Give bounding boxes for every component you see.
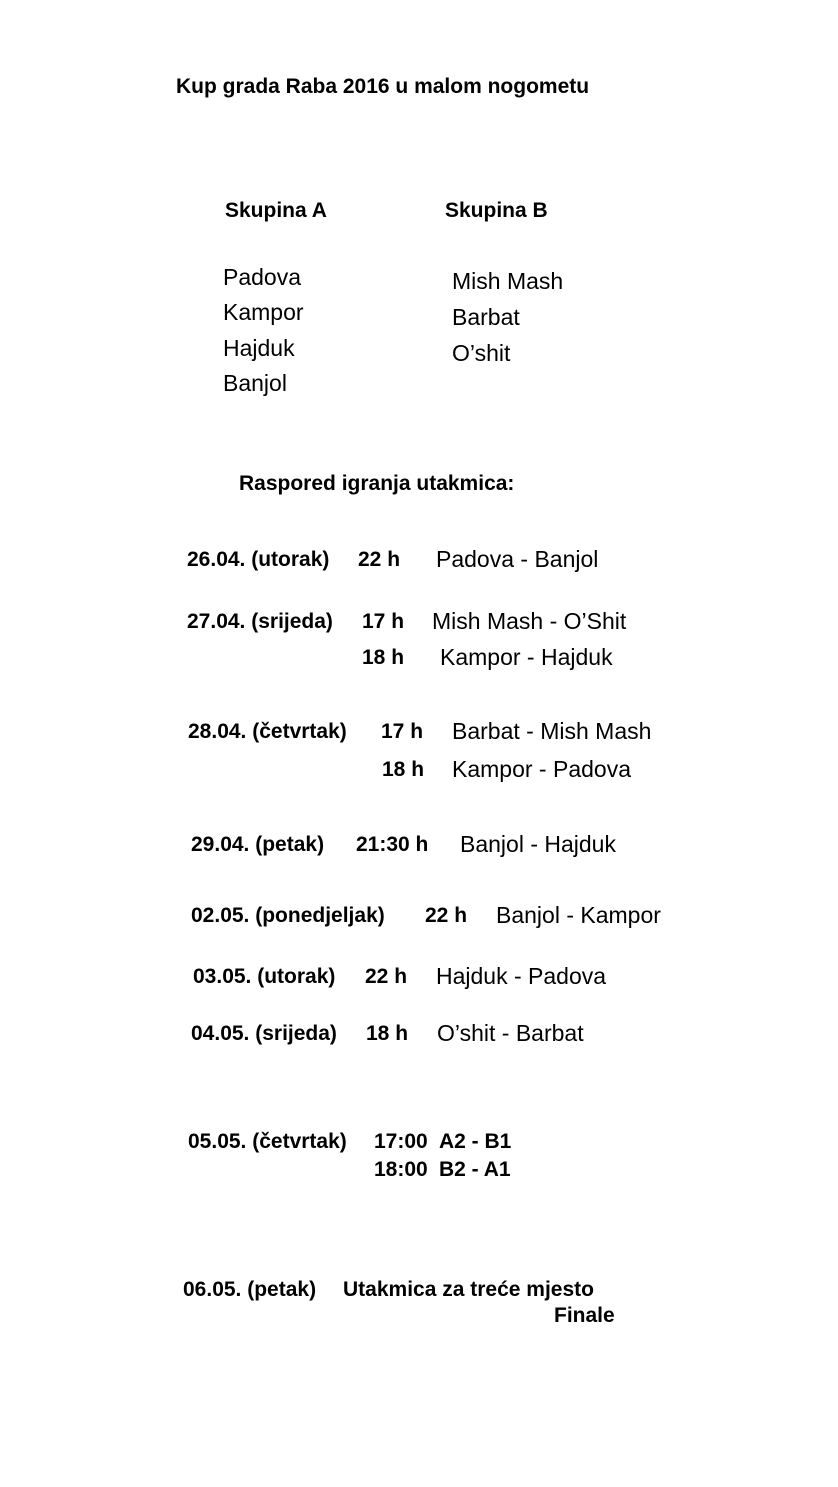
schedule-date: 27.04. (srijeda)	[187, 610, 333, 633]
schedule-time: 18 h	[362, 646, 405, 669]
schedule-date: 26.04. (utorak)	[187, 548, 330, 571]
schedule-match: Banjol - Hajduk	[460, 831, 616, 857]
schedule-date: 04.05. (srijeda)	[191, 1022, 337, 1045]
semifinal-match: A2 - B1	[439, 1130, 512, 1153]
schedule-match: O’shit - Barbat	[437, 1020, 584, 1046]
schedule-time: 17 h	[381, 720, 424, 743]
group-a-heading: Skupina A	[225, 199, 327, 222]
schedule-match: Banjol - Kampor	[496, 902, 661, 928]
schedule-date: 29.04. (petak)	[191, 833, 325, 856]
schedule-match: Kampor - Hajduk	[440, 644, 613, 670]
finals-date: 06.05. (petak)	[183, 1278, 317, 1301]
semifinal-time: 18:00	[374, 1158, 428, 1181]
schedule-time: 22 h	[358, 548, 401, 571]
schedule-match: Hajduk - Padova	[436, 963, 607, 989]
schedule-heading: Raspored igranja utakmica:	[239, 472, 515, 495]
schedule-date: 03.05. (utorak)	[193, 965, 336, 988]
schedule-time: 17 h	[362, 610, 405, 633]
schedule-time: 18 h	[382, 758, 425, 781]
group-b-team: O’shit	[452, 340, 511, 366]
semifinal-date: 05.05. (četvrtak)	[188, 1130, 347, 1153]
group-b-team: Mish Mash	[452, 268, 564, 294]
third-place-match: Utakmica za treće mjesto	[343, 1278, 594, 1301]
schedule-match: Kampor - Padova	[452, 756, 631, 782]
schedule-time: 21:30 h	[356, 833, 429, 856]
schedule-date: 28.04. (četvrtak)	[188, 720, 347, 743]
page-title: Kup grada Raba 2016 u malom nogometu	[176, 75, 590, 98]
schedule-match: Mish Mash - O’Shit	[432, 608, 627, 634]
group-a-team: Banjol	[223, 370, 287, 396]
schedule-time: 22 h	[425, 904, 468, 927]
schedule-match: Barbat - Mish Mash	[452, 718, 652, 744]
schedule-time: 22 h	[365, 965, 408, 988]
group-a-team: Kampor	[223, 299, 304, 325]
group-b-heading: Skupina B	[445, 199, 548, 222]
semifinal-match: B2 - A1	[439, 1158, 511, 1181]
semifinal-time: 17:00	[374, 1130, 428, 1153]
group-a-team: Padova	[223, 264, 302, 290]
final-match: Finale	[554, 1304, 615, 1327]
group-a-team: Hajduk	[223, 335, 295, 361]
schedule-date: 02.05. (ponedjeljak)	[191, 904, 385, 927]
schedule-match: Padova - Banjol	[436, 546, 599, 572]
group-b-team: Barbat	[452, 304, 520, 330]
schedule-time: 18 h	[366, 1022, 409, 1045]
